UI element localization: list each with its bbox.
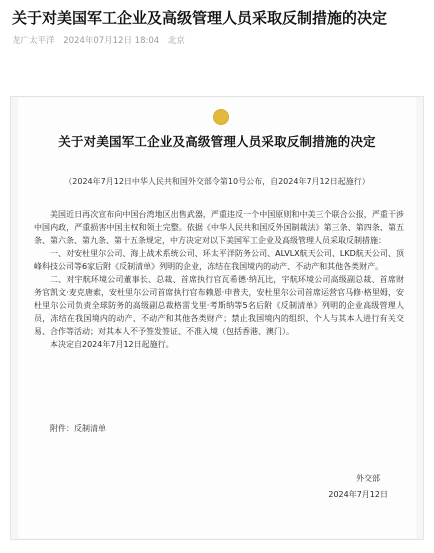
signature-date: 2024年7月12日 bbox=[328, 490, 388, 499]
post-title: 关于对美国军工企业及高级管理人员采取反制措施的决定 bbox=[12, 9, 388, 27]
author-name[interactable]: 龙广太平洋 bbox=[12, 36, 55, 46]
attachment-note: 附件：反制清单 bbox=[50, 424, 106, 433]
paragraph-intro: 美国近日再次宣布向中国台湾地区出售武器，严重违反一个中国原则和中美三个联合公报，严重干涉中国内政，严重损害中国主权和领土完整。依据《中华人民共和国反外国制裁法》第三条、第四条、第五条、第六条、第九条、第十五条规定，中方决定对以下美国军工企业及高级管理人员采取反制措施： bbox=[34, 210, 404, 245]
post-location: 北京 bbox=[167, 36, 185, 46]
signature-org: 外交部 bbox=[356, 474, 380, 483]
paragraph-effective: 本决定自2024年7月12日起施行。 bbox=[50, 340, 174, 349]
paragraph-item-2: 二、对宇航环境公司董事长、总裁、首席执行官瓦希德·纳瓦比，宇航环境公司高级副总裁、首席财务官凯文·麦克唐索，安杜里尔公司首席执行官布赖恩·申普夫，安杜里尔公司首席运营官马修·格里姆，安杜里尔公司负责全球防务的高级副总裁格雷戈里·考斯纳等5名后附《反制清单》列明的企业高级管理人员，冻结在我国境内的动产、不动产和其他各类财产；禁止我国境内的组织、个人与其本人进行有关交易、合作等活动；对其本人不予签发签证、不准入境（包括香港、澳门）。 bbox=[34, 275, 404, 336]
document-title: 关于对美国军工企业及高级管理人员采取反制措施的决定 bbox=[58, 134, 376, 149]
document-image[interactable] bbox=[18, 98, 416, 538]
national-emblem-icon bbox=[214, 110, 228, 124]
document-body bbox=[34, 208, 404, 351]
document-subtitle: （2024年7月12日中华人民共和国外交部令第10号公布，自2024年7月12日起施行） bbox=[64, 177, 370, 186]
post-time: 2024年07月12日 18:04 bbox=[63, 36, 160, 46]
paragraph-item-1: 一、对安杜里尔公司、海上战术系统公司、环太平洋防务公司、ALVLX航天公司、LKD航天公司、顶峰科技公司等6家后附《反制清单》列明的企业，冻结在我国境内的动产、不动产和其他各类财产。 bbox=[34, 249, 404, 271]
post-meta bbox=[12, 34, 185, 46]
